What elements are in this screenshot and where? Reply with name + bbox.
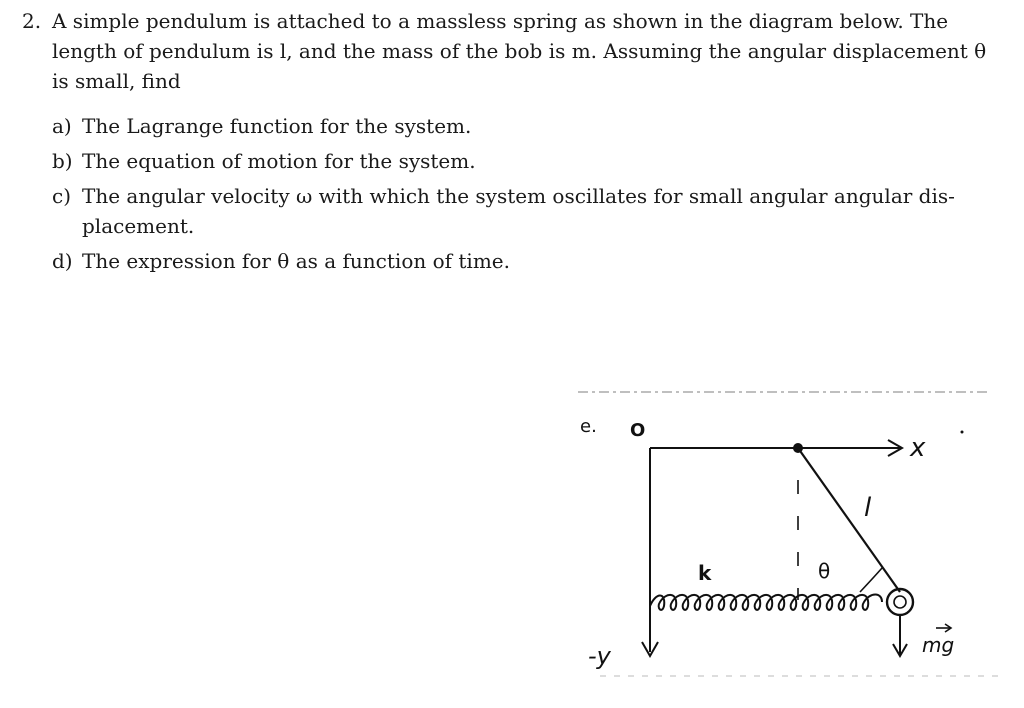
stray-dot (961, 431, 964, 434)
origin-label: O (630, 420, 646, 441)
problem (22, 6, 992, 281)
pendulum-spring-diagram (570, 380, 1000, 690)
problem-parts (52, 111, 992, 276)
length-label: l (864, 493, 872, 523)
part-label: a) (52, 114, 72, 138)
part-a (52, 111, 992, 141)
weight-label: mg (922, 633, 955, 657)
part-text: The equation of motion for the system. (82, 149, 476, 173)
angle-label: θ (818, 559, 831, 583)
diagram-prefix: e. (580, 416, 597, 437)
part-label: d) (52, 249, 73, 273)
problem-statement (22, 6, 992, 96)
pendulum-bob (887, 589, 913, 615)
part-text: The Lagrange function for the system. (82, 114, 472, 138)
problem-text: A simple pendulum is attached to a massless spring as shown in the diagram below. The length of pendulum is l, and the mass of the bob is m. Assuming the angular displacement θ is small, find (52, 9, 987, 93)
angle-arc (860, 568, 882, 592)
part-b (52, 146, 992, 176)
part-label: c) (52, 184, 72, 208)
y-axis-label: -y (588, 642, 611, 670)
part-c (52, 181, 992, 241)
part-text: The expression for θ as a function of time. (82, 249, 510, 273)
problem-number: 2. (22, 9, 42, 33)
diagram-svg (570, 380, 1000, 690)
part-label: b) (52, 149, 73, 173)
spring (650, 595, 882, 610)
x-axis-label: x (910, 433, 926, 463)
part-text: The angular velocity ω with which the system oscillates for small angular angular dis-placement. (82, 184, 955, 238)
spring-label: k (698, 561, 712, 585)
pendulum-string (798, 448, 900, 592)
part-d (52, 246, 992, 276)
pendulum-bob-inner (894, 596, 906, 608)
